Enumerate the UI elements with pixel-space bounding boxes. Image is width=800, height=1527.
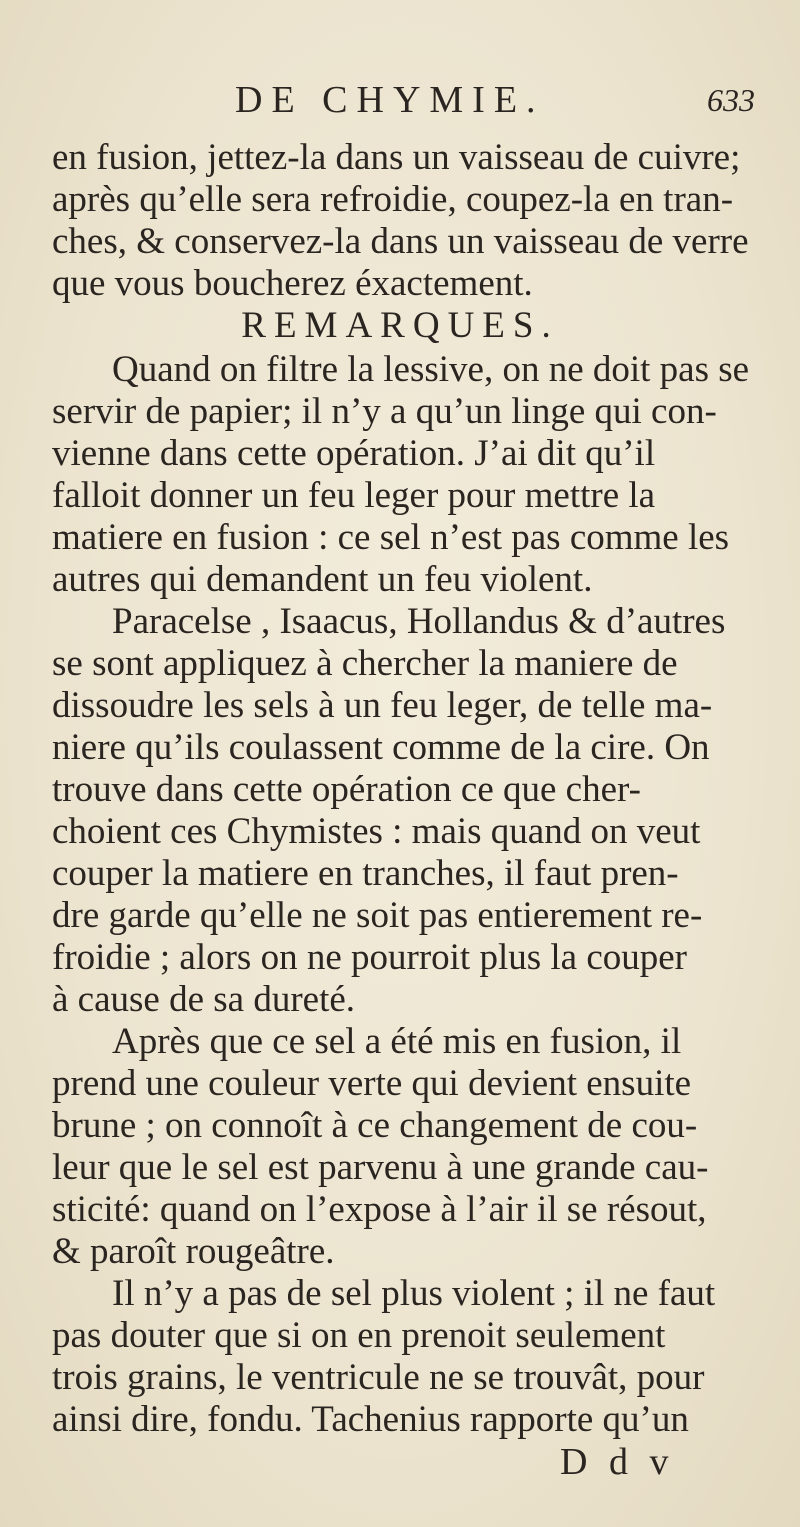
text-line: pas douter que si on en prenoit seulement (52, 1315, 666, 1356)
text-line: froidie ; alors on ne pourroit plus la couper (52, 937, 687, 978)
text-line: & paroît rougeâtre. (52, 1231, 335, 1272)
text-line: après qu’elle sera refroidie, coupez-la en tran- (52, 179, 734, 220)
text-line: se sont appliquez à chercher la maniere de (52, 643, 678, 684)
running-head: DE CHYMIE. (235, 79, 545, 121)
text-line: leur que le sel est parvenu à une grande cau- (52, 1147, 709, 1188)
text-line: falloit donner un feu leger pour mettre la (52, 475, 656, 516)
text-line: en fusion, jettez-la dans un vaisseau de cuivre; (52, 137, 741, 178)
section-heading: REMARQUES. (241, 305, 559, 346)
text-line: vienne dans cette opération. J’ai dit qu’il (52, 433, 656, 474)
text-line: Quand on filtre la lessive, on ne doit pas se (112, 349, 750, 390)
text-line: niere qu’ils coulassent comme de la cire. On (52, 727, 710, 768)
text-line: dre garde qu’elle ne soit pas entierement re- (52, 895, 703, 936)
text-line: trouve dans cette opération ce que cher- (52, 769, 641, 810)
text-line: ches, & conservez-la dans un vaisseau de verre (52, 221, 749, 262)
page-number: 633 (707, 82, 755, 118)
text-line: trois grains, le ventricule ne se trouvât, pour (52, 1357, 705, 1398)
signature-mark: D d v (560, 1441, 675, 1483)
text-line: couper la matiere en tranches, il faut pren- (52, 853, 679, 894)
text-line: autres qui demandent un feu violent. (52, 559, 593, 600)
text-line: sticité: quand on l’expose à l’air il se résout, (52, 1189, 707, 1230)
text-line: matiere en fusion : ce sel n’est pas comme les (52, 517, 730, 558)
page-header (120, 78, 760, 128)
text-line: servir de papier; il n’y a qu’un linge qui con- (52, 391, 717, 432)
text-line: Après que ce sel a été mis en fusion, il (112, 1021, 682, 1062)
text-line: à cause de sa dureté. (52, 979, 356, 1020)
text-line: prend une couleur verte qui devient ensuite (52, 1063, 692, 1104)
text-line: ainsi dire, fondu. Tachenius rapporte qu’un (52, 1399, 689, 1440)
text-line: Paracelse , Isaacus, Hollandus & d’autres (112, 601, 726, 642)
text-line: que vous boucherez éxactement. (52, 263, 533, 304)
text-line: Il n’y a pas de sel plus violent ; il ne faut (112, 1273, 716, 1314)
text-line: brune ; on connoît à ce changement de cou- (52, 1105, 698, 1146)
text-line: dissoudre les sels à un feu leger, de telle ma- (52, 685, 713, 726)
text-line: choient ces Chymistes : mais quand on veut (52, 811, 701, 852)
